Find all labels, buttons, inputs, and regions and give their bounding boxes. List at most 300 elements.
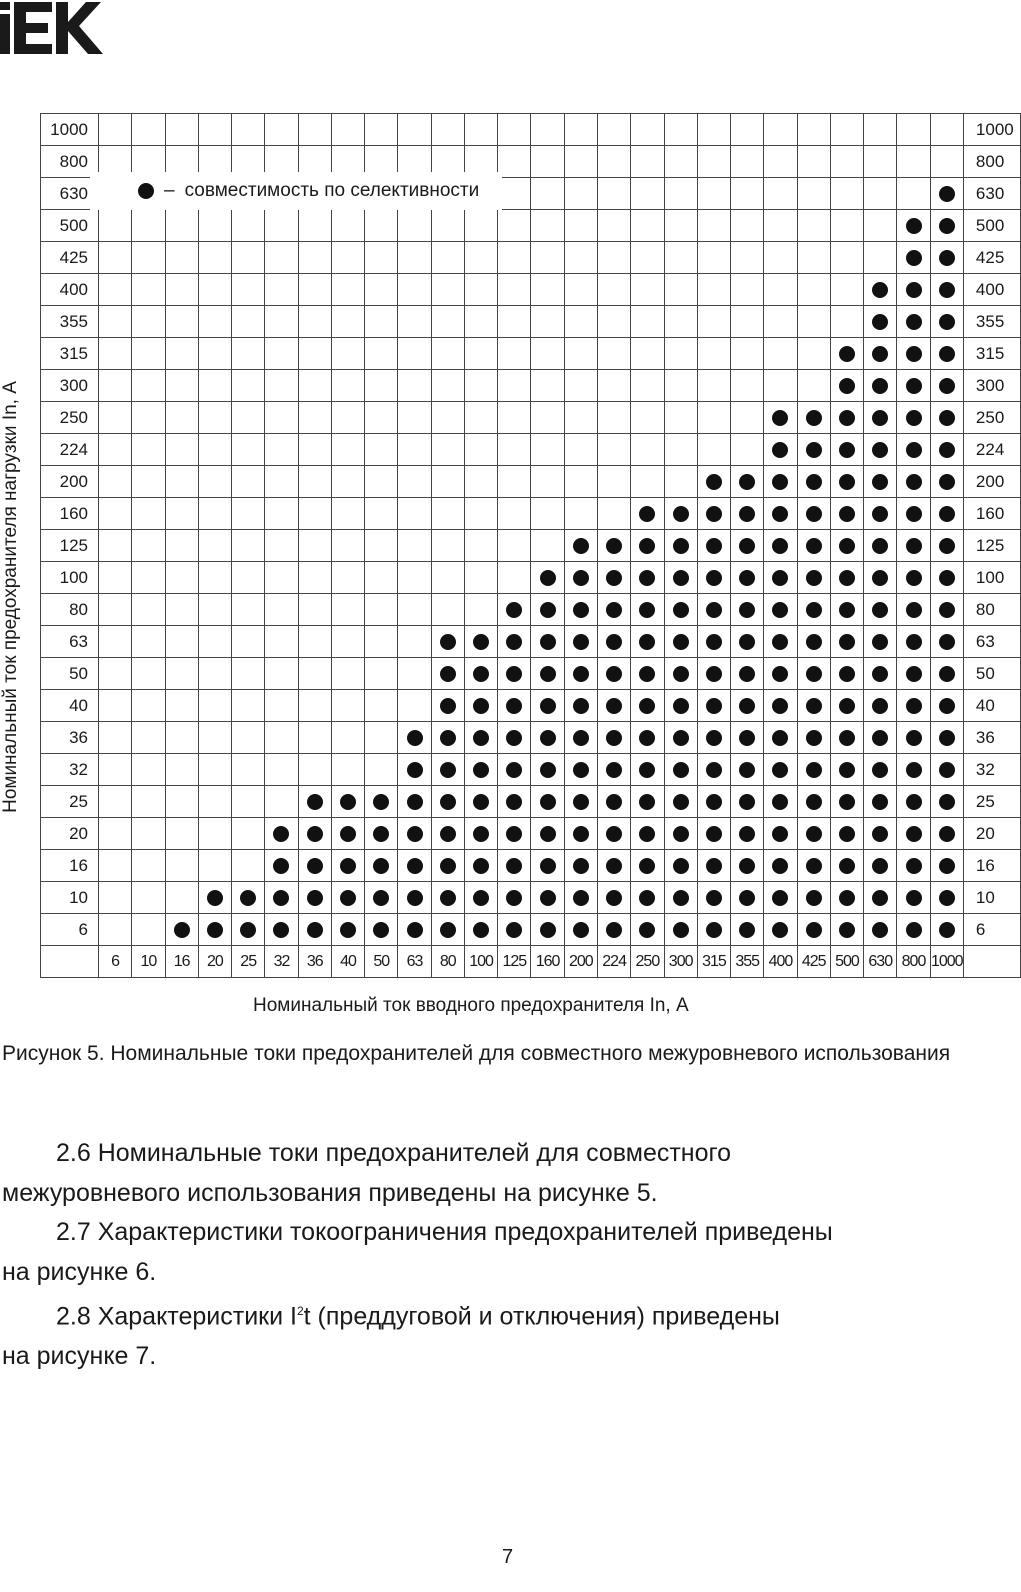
grid-cell [930, 338, 963, 370]
grid-cell [298, 114, 331, 146]
grid-cell [398, 434, 431, 466]
compatibility-dot [639, 634, 655, 650]
grid-cell [531, 338, 564, 370]
grid-cell [664, 114, 697, 146]
y-tick-label-left: 300 [41, 370, 99, 402]
grid-cell [664, 146, 697, 178]
compatibility-dot [639, 890, 655, 906]
grid-cell [99, 434, 132, 466]
compatibility-dot [939, 186, 955, 202]
grid-cell [564, 914, 597, 946]
x-tick-label: 125 [498, 946, 531, 978]
compatibility-dot [706, 666, 722, 682]
compatibility-dot [906, 634, 922, 650]
compatibility-dot [540, 794, 556, 810]
compatibility-dot [939, 730, 955, 746]
grid-cell [265, 466, 298, 498]
table-row [41, 370, 1021, 402]
grid-cell [298, 210, 331, 242]
compatibility-dot [440, 890, 456, 906]
grid-cell [664, 850, 697, 882]
compatibility-dot [806, 634, 822, 650]
grid-cell [531, 114, 564, 146]
grid-cell [897, 722, 930, 754]
grid-cell [764, 690, 797, 722]
y-tick-label-right: 16 [963, 850, 1020, 882]
grid-cell [731, 594, 764, 626]
grid-cell [99, 338, 132, 370]
y-tick-label-left: 80 [41, 594, 99, 626]
compatibility-dot [872, 634, 888, 650]
compatibility-dot [307, 858, 323, 874]
grid-cell [198, 658, 231, 690]
grid-cell [99, 210, 132, 242]
compatibility-dot [939, 826, 955, 842]
grid-cell [464, 114, 497, 146]
grid-cell [365, 722, 398, 754]
x-tick-label: 6 [99, 946, 132, 978]
grid-cell [398, 658, 431, 690]
grid-cell [498, 530, 531, 562]
grid-cell [564, 658, 597, 690]
compatibility-dot [906, 218, 922, 234]
grid-cell [731, 914, 764, 946]
y-tick-label-right: 425 [963, 242, 1020, 274]
compatibility-dot [739, 890, 755, 906]
compatibility-dot [573, 890, 589, 906]
grid-cell [564, 754, 597, 786]
grid-cell [232, 530, 265, 562]
grid-cell [298, 850, 331, 882]
paragraph-2-6-line2: межуровневого использования приведены на рисунке 5. [2, 1178, 658, 1207]
grid-cell [99, 690, 132, 722]
compatibility-dot [673, 538, 689, 554]
compatibility-dot [906, 858, 922, 874]
compatibility-dot [939, 538, 955, 554]
grid-cell [897, 210, 930, 242]
paragraph-2-8-line2: на рисунке 7. [2, 1341, 157, 1370]
grid-cell [764, 850, 797, 882]
grid-cell [731, 146, 764, 178]
compatibility-dot [506, 602, 522, 618]
grid-cell [198, 402, 231, 434]
grid-cell [864, 114, 897, 146]
grid-cell [664, 594, 697, 626]
grid-cell [198, 722, 231, 754]
table-row [41, 850, 1021, 882]
grid-cell [631, 914, 664, 946]
compatibility-dot [939, 666, 955, 682]
grid-cell [265, 434, 298, 466]
grid-cell [930, 658, 963, 690]
compatibility-dot [772, 698, 788, 714]
grid-cell [498, 818, 531, 850]
grid-cell [498, 434, 531, 466]
grid-cell [531, 210, 564, 242]
table-row [41, 658, 1021, 690]
figure-caption: Рисунок 5. Номинальные токи предохранителей для совместного межуровневого использования [2, 1042, 951, 1065]
grid-cell [631, 594, 664, 626]
grid-cell [864, 242, 897, 274]
x-tick-label: 80 [431, 946, 464, 978]
grid-cell [265, 626, 298, 658]
x-tick-label: 16 [165, 946, 198, 978]
compatibility-dot [939, 314, 955, 330]
compatibility-dot [939, 794, 955, 810]
grid-cell [764, 658, 797, 690]
grid-cell [99, 914, 132, 946]
y-tick-label-left: 6 [41, 914, 99, 946]
compatibility-dot [706, 538, 722, 554]
x-tick-label: 250 [631, 946, 664, 978]
grid-cell [498, 882, 531, 914]
grid-cell [664, 754, 697, 786]
y-tick-label-right: 36 [963, 722, 1020, 754]
compatibility-dot [906, 698, 922, 714]
grid-cell [697, 274, 730, 306]
grid-cell [664, 498, 697, 530]
y-tick-label-right: 125 [963, 530, 1020, 562]
grid-cell [132, 786, 165, 818]
compatibility-dot [906, 506, 922, 522]
compatibility-dot [706, 698, 722, 714]
grid-cell [265, 498, 298, 530]
grid-cell [664, 242, 697, 274]
compatibility-dot [772, 890, 788, 906]
grid-cell [631, 434, 664, 466]
compatibility-dot [440, 698, 456, 714]
grid-cell [764, 210, 797, 242]
grid-cell [830, 178, 863, 210]
y-tick-label-right: 250 [963, 402, 1020, 434]
grid-cell [697, 626, 730, 658]
grid-cell [631, 818, 664, 850]
compatibility-dot [806, 474, 822, 490]
grid-cell [498, 658, 531, 690]
compatibility-dot [307, 922, 323, 938]
compatibility-dot [939, 410, 955, 426]
y-tick-label-right: 400 [963, 274, 1020, 306]
grid-cell [564, 498, 597, 530]
grid-cell [431, 306, 464, 338]
grid-cell [99, 466, 132, 498]
grid-cell [165, 850, 198, 882]
compatibility-dot [506, 826, 522, 842]
grid-cell [132, 722, 165, 754]
grid-cell [797, 754, 830, 786]
grid-cell [597, 434, 630, 466]
table-row [41, 338, 1021, 370]
compatibility-dot [906, 442, 922, 458]
compatibility-dot [606, 794, 622, 810]
y-tick-label-right: 63 [963, 626, 1020, 658]
compatibility-dot [806, 762, 822, 778]
compatibility-dot [839, 602, 855, 618]
y-tick-label-right: 160 [963, 498, 1020, 530]
compatibility-dot [540, 730, 556, 746]
grid-cell [464, 274, 497, 306]
grid-cell [531, 626, 564, 658]
compatibility-dot [872, 826, 888, 842]
grid-cell [731, 722, 764, 754]
y-tick-label-left: 40 [41, 690, 99, 722]
compatibility-dot [772, 730, 788, 746]
grid-cell [232, 786, 265, 818]
compatibility-dot [939, 890, 955, 906]
grid-cell [431, 210, 464, 242]
y-tick-label-left: 425 [41, 242, 99, 274]
compatibility-dot [939, 922, 955, 938]
grid-cell [864, 434, 897, 466]
grid-cell [198, 466, 231, 498]
grid-cell [664, 658, 697, 690]
y-tick-label-left: 630 [41, 178, 99, 210]
grid-cell [531, 402, 564, 434]
y-tick-label-left: 200 [41, 466, 99, 498]
compatibility-dot [207, 890, 223, 906]
compatibility-dot [673, 506, 689, 522]
grid-cell [864, 562, 897, 594]
grid-cell [797, 498, 830, 530]
grid-cell [331, 690, 364, 722]
compatibility-dot [872, 410, 888, 426]
compatibility-dot [407, 762, 423, 778]
table-row [41, 498, 1021, 530]
grid-cell [631, 850, 664, 882]
compatibility-dot [506, 762, 522, 778]
grid-cell [664, 306, 697, 338]
compatibility-dot [606, 762, 622, 778]
y-tick-label-left: 36 [41, 722, 99, 754]
paragraph-2-7-line1: 2.7 Характеристики токоограничения предохранителей приведены [56, 1218, 833, 1246]
grid-cell [531, 178, 564, 210]
grid-cell [697, 306, 730, 338]
compatibility-dot [706, 794, 722, 810]
grid-cell [198, 818, 231, 850]
compatibility-dot [906, 922, 922, 938]
grid-cell [764, 722, 797, 754]
y-axis-label: Номинальный ток предохранителя нагрузки In, А [0, 381, 21, 813]
grid-cell [564, 594, 597, 626]
compatibility-dot [639, 538, 655, 554]
grid-cell [564, 306, 597, 338]
grid-cell [232, 498, 265, 530]
grid-cell [331, 274, 364, 306]
grid-cell [897, 274, 930, 306]
compatibility-dot [872, 570, 888, 586]
compatibility-dot [673, 602, 689, 618]
grid-cell [597, 818, 630, 850]
grid-cell [897, 338, 930, 370]
compatibility-dot [473, 794, 489, 810]
grid-cell [864, 754, 897, 786]
grid-cell [365, 114, 398, 146]
grid-cell [365, 626, 398, 658]
grid-cell [864, 914, 897, 946]
legend-dash: – [164, 180, 175, 201]
table-row [41, 594, 1021, 626]
grid-cell [398, 114, 431, 146]
grid-cell [631, 306, 664, 338]
grid-cell [331, 818, 364, 850]
grid-cell [664, 530, 697, 562]
legend-dot-icon [138, 183, 154, 199]
grid-cell [697, 850, 730, 882]
compatibility-dot [839, 378, 855, 394]
grid-cell [232, 882, 265, 914]
compatibility-dot [673, 826, 689, 842]
grid-cell [664, 210, 697, 242]
compatibility-dot [939, 346, 955, 362]
grid-cell [298, 274, 331, 306]
grid-cell [731, 818, 764, 850]
compatibility-dot [806, 698, 822, 714]
grid-cell [930, 146, 963, 178]
grid-cell [298, 658, 331, 690]
compatibility-dot [440, 922, 456, 938]
y-tick-label-right: 40 [963, 690, 1020, 722]
grid-cell [531, 722, 564, 754]
compatibility-dot [772, 570, 788, 586]
table-row [41, 562, 1021, 594]
grid-cell [132, 562, 165, 594]
grid-cell [198, 274, 231, 306]
grid-cell [764, 114, 797, 146]
compatibility-dot [939, 762, 955, 778]
compatibility-dot [806, 858, 822, 874]
grid-cell [531, 274, 564, 306]
compatibility-dot [540, 634, 556, 650]
grid-cell [764, 146, 797, 178]
y-tick-label-right: 200 [963, 466, 1020, 498]
grid-cell [631, 754, 664, 786]
grid-cell [132, 114, 165, 146]
grid-cell [864, 338, 897, 370]
y-tick-label-right: 315 [963, 338, 1020, 370]
grid-cell [232, 370, 265, 402]
x-tick-label: 355 [731, 946, 764, 978]
grid-cell [431, 402, 464, 434]
compatibility-dot [606, 922, 622, 938]
grid-cell [331, 370, 364, 402]
compatibility-dot [440, 730, 456, 746]
legend [90, 172, 502, 210]
grid-cell [830, 338, 863, 370]
compatibility-dot [939, 634, 955, 650]
grid-cell [298, 434, 331, 466]
grid-cell [564, 434, 597, 466]
grid-cell [731, 690, 764, 722]
compatibility-dot [606, 730, 622, 746]
compatibility-dot [906, 538, 922, 554]
table-row [41, 306, 1021, 338]
compatibility-dot [506, 890, 522, 906]
grid-cell [431, 338, 464, 370]
grid-cell [631, 242, 664, 274]
grid-cell [265, 722, 298, 754]
grid-cell [597, 210, 630, 242]
grid-cell [631, 178, 664, 210]
grid-cell [697, 786, 730, 818]
table-row [41, 402, 1021, 434]
grid-cell [930, 850, 963, 882]
grid-cell [930, 594, 963, 626]
grid-cell [697, 146, 730, 178]
grid-cell [597, 498, 630, 530]
grid-cell [897, 498, 930, 530]
grid-cell [331, 594, 364, 626]
grid-cell [398, 626, 431, 658]
grid-cell [99, 626, 132, 658]
compatibility-dot [906, 570, 922, 586]
compatibility-dot [939, 698, 955, 714]
grid-cell [498, 242, 531, 274]
grid-cell [132, 626, 165, 658]
grid-cell [631, 658, 664, 690]
grid-cell [564, 242, 597, 274]
compatibility-dot [540, 922, 556, 938]
compatibility-dot [806, 922, 822, 938]
grid-cell [165, 818, 198, 850]
grid-cell [198, 914, 231, 946]
grid-cell [165, 402, 198, 434]
grid-cell [664, 434, 697, 466]
x-tick-label: 63 [398, 946, 431, 978]
compatibility-dot [340, 826, 356, 842]
grid-cell [597, 370, 630, 402]
grid-cell [897, 530, 930, 562]
grid-cell [697, 114, 730, 146]
grid-cell [531, 882, 564, 914]
x-tick-label: 40 [331, 946, 364, 978]
compatibility-dot [739, 538, 755, 554]
grid-cell [398, 690, 431, 722]
grid-cell [498, 754, 531, 786]
compatibility-dot [839, 826, 855, 842]
grid-cell [597, 242, 630, 274]
superscript-2: 2 [296, 1304, 304, 1318]
compatibility-dot [673, 666, 689, 682]
grid-cell [398, 338, 431, 370]
grid-cell [132, 818, 165, 850]
grid-cell [365, 562, 398, 594]
compatibility-dot [939, 858, 955, 874]
grid-cell [132, 370, 165, 402]
grid-cell [99, 594, 132, 626]
table-row [41, 754, 1021, 786]
grid-cell [431, 562, 464, 594]
compatibility-dot [839, 410, 855, 426]
grid-cell [897, 658, 930, 690]
grid-cell [597, 914, 630, 946]
grid-cell [365, 466, 398, 498]
y-tick-label-left: 800 [41, 146, 99, 178]
grid-cell [265, 338, 298, 370]
grid-cell [764, 402, 797, 434]
grid-cell [830, 818, 863, 850]
grid-cell [365, 402, 398, 434]
compatibility-dot [806, 506, 822, 522]
grid-cell [498, 402, 531, 434]
grid-cell [398, 754, 431, 786]
grid-cell [864, 626, 897, 658]
grid-cell [331, 402, 364, 434]
compatibility-dot [440, 858, 456, 874]
grid-cell [165, 690, 198, 722]
grid-cell [797, 178, 830, 210]
grid-cell [797, 466, 830, 498]
compatibility-dot [606, 698, 622, 714]
